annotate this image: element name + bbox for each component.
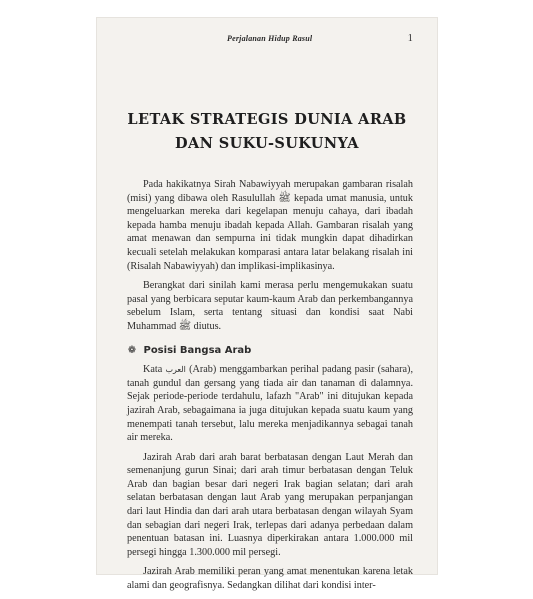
paragraph-arab-meaning-rest: (Arab) menggambarkan perihal padang pasir (sahara), tanah gundul dan gersang yang tiada air dan tanaman di dalamnya. Sejak periode-periode terdahulu, lafazh "Arab" ini ditujukan kepada jazirah Arab, sebagaimana ia juga ditujukan kepada suatu kaum yang menempati tanah tersebut, lalu mereka menjadikannya sebagai tanah air mereka. <box>127 364 413 444</box>
arabic-word: العرب <box>165 365 186 375</box>
flower-ornament-icon: ❁ <box>127 344 137 356</box>
paragraph-arab-meaning-start: Kata <box>143 364 163 376</box>
section-heading <box>127 344 413 358</box>
page-number: 1 <box>407 33 413 44</box>
paragraph-purpose: Berangkat dari sinilah kami merasa perlu mengemukakan suatu pasal yang berbicara seputar kaum-kaum Arab dan perkembangannya sebelum Islam, serta tentang situasi dan kondisi saat Nabi Muhammad ﷺ diutus. <box>127 280 413 332</box>
chapter-title-line-1: LETAK STRATEGIS DUNIA ARAB <box>127 111 407 128</box>
paragraph-arab-meaning <box>127 363 413 445</box>
chapter-title <box>97 108 437 156</box>
book-page <box>97 18 437 592</box>
section-heading-text: Posisi Bangsa Arab <box>143 344 252 356</box>
paragraph-borders: Jazirah Arab dari arah barat berbatasan dengan Laut Merah dan semenanjung gurun Sinai; dari arah timur berbatasan dengan Teluk Arab dan bagian besar dari negeri Irak bagian selatan; dari arah selatan berbatasan dengan laut Arab yang merupakan perpanjangan dari laut Hindia dan dari arah utara berbatasan dengan wilayah Syam dan sebagian dari negeri Irak, terlepas dari adanya perbedaan dalam penentuan batasan ini. Luasnya diperkirakan antara 1.000.000 mil persegi hingga 1.300.000 mil persegi. <box>127 451 413 558</box>
running-title: Perjalanan Hidup Rasul <box>227 34 313 43</box>
chapter-title-line-2: DAN SUKU-SUKUNYA <box>175 135 359 152</box>
paragraph-role: Jazirah Arab memiliki peran yang amat menentukan karena letak alami dan geografisnya. Sedangkan dilihat dari kondisi inter- <box>127 566 413 592</box>
body-text <box>127 178 413 599</box>
paragraph-intro: Pada hakikatnya Sirah Nabawiyyah merupakan gambaran risalah (misi) yang dibawa oleh Rasulullah ﷺ kepada umat manusia, untuk mengeluarkan mereka dari kegelapan menuju cahaya, dari ibadah kepada hamba menuju ibadah kepada Allah. Gambaran risalah yang amat menawan dan sempurna ini tidak mungkin dapat dihadirkan kecuali setelah melakukan komparasi antara latar belakang risalah ini (Risalah Nabawiyyah) dan implikasi-implikasinya. <box>127 179 413 272</box>
